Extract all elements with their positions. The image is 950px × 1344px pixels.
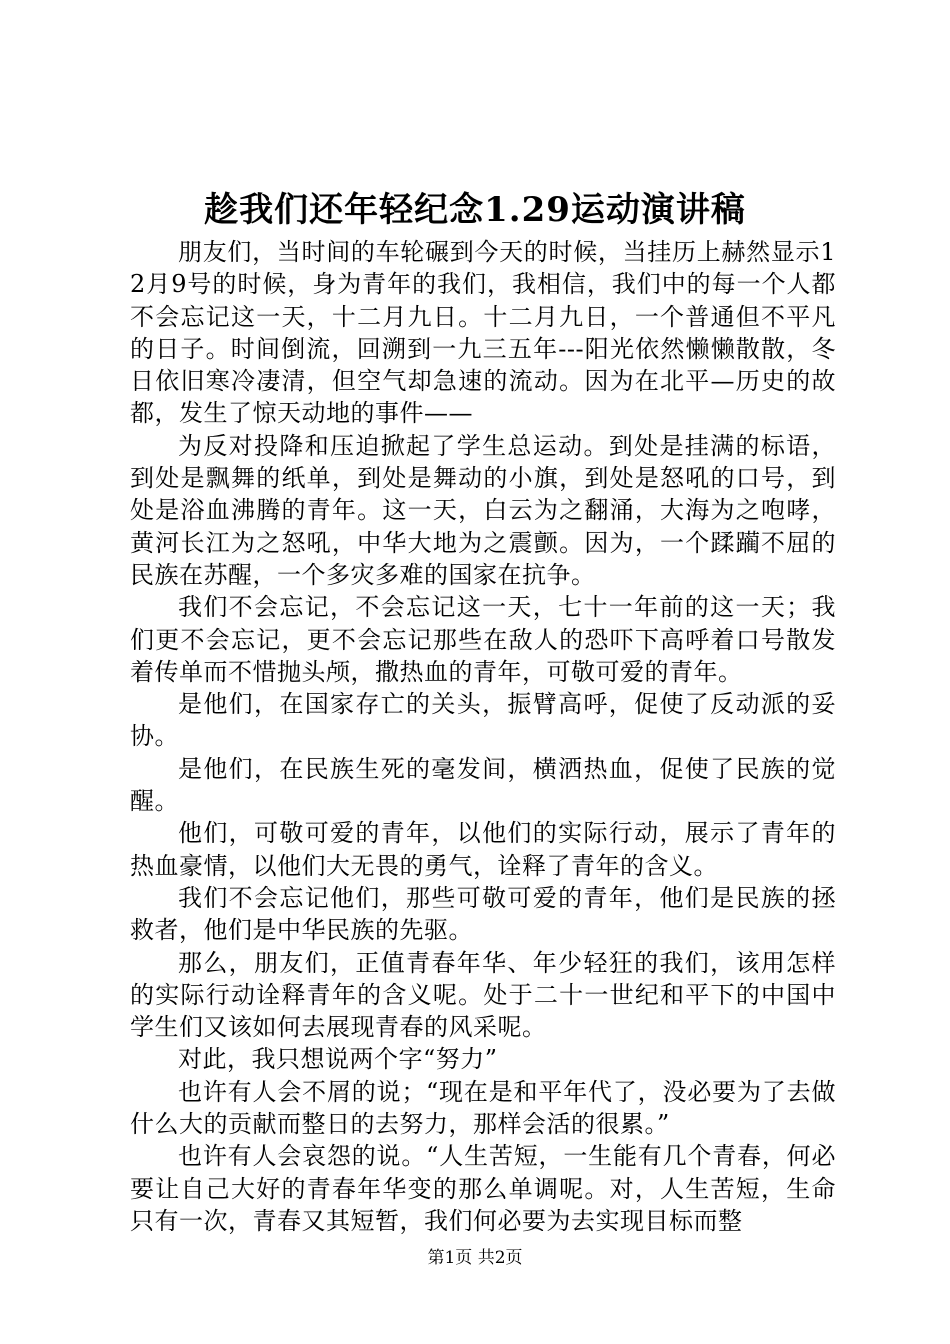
- paragraph: 那么，朋友们，正值青春年华、年少轻狂的我们，该用怎样的实际行动诠释青年的含义呢。处于二十一世纪和平下的中国中学生们又该如何去展现青春的风采呢。: [130, 948, 836, 1042]
- paragraph: 为反对投降和压迫掀起了学生总运动。到处是挂满的标语，到处是飘舞的纸单，到处是舞动的小旗，到处是怒吼的口号，到处是浴血沸腾的青年。这一天，白云为之翻涌，大海为之咆哮，黄河长江为之怒吼，中华大地为之震颤。因为，一个蹂躏不屈的民族在苏醒，一个多灾多难的国家在抗争。: [130, 431, 836, 589]
- document-body: [130, 236, 836, 1237]
- paragraph: 也许有人会不屑的说；“现在是和平年代了，没必要为了去做什么大的贡献而整日的去努力，那样会活的很累。”: [130, 1077, 836, 1139]
- paragraph: 朋友们，当时间的车轮碾到今天的时候，当挂历上赫然显示12月9号的时候，身为青年的我们，我相信，我们中的每一个人都不会忘记这一天，十二月九日。十二月九日，一个普通但不平凡的日子。时间倒流，回溯到一九三五年---阳光依然懒懒散散，冬日依旧寒冷凄清，但空气却急速的流动。因为在北平—历史的故都，发生了惊天动地的事件——: [130, 238, 836, 428]
- document-title: 趁我们还年轻纪念1.29运动演讲稿: [204, 190, 746, 230]
- paragraph: 也许有人会哀怨的说。“人生苦短，一生能有几个青春，何必要让自己大好的青春年华变的那么单调呢。对，人生苦短，生命只有一次，青春又其短暂，我们何必要为去实现目标而整: [130, 1142, 836, 1235]
- paragraph: 我们不会忘记他们，那些可敬可爱的青年，他们是民族的拯救者，他们是中华民族的先驱。: [130, 883, 836, 945]
- page-footer: 第1页 共2页: [427, 1248, 523, 1268]
- paragraph: 对此，我只想说两个字“努力”: [178, 1045, 498, 1074]
- paragraph: 我们不会忘记，不会忘记这一天，七十一年前的这一天；我们更不会忘记，更不会忘记那些在敌人的恐吓下高呼着口号散发着传单而不惜抛头颅，撒热血的青年，可敬可爱的青年。: [130, 593, 836, 686]
- paragraph: 是他们，在国家存亡的关头，振臂高呼，促使了反动派的妥协。: [130, 690, 836, 751]
- paragraph: 是他们，在民族生死的毫发间，横洒热血，促使了民族的觉醒。: [130, 754, 836, 816]
- paragraph: 他们，可敬可爱的青年，以他们的实际行动，展示了青年的热血豪情，以他们大无畏的勇气，诠释了青年的含义。: [130, 819, 836, 880]
